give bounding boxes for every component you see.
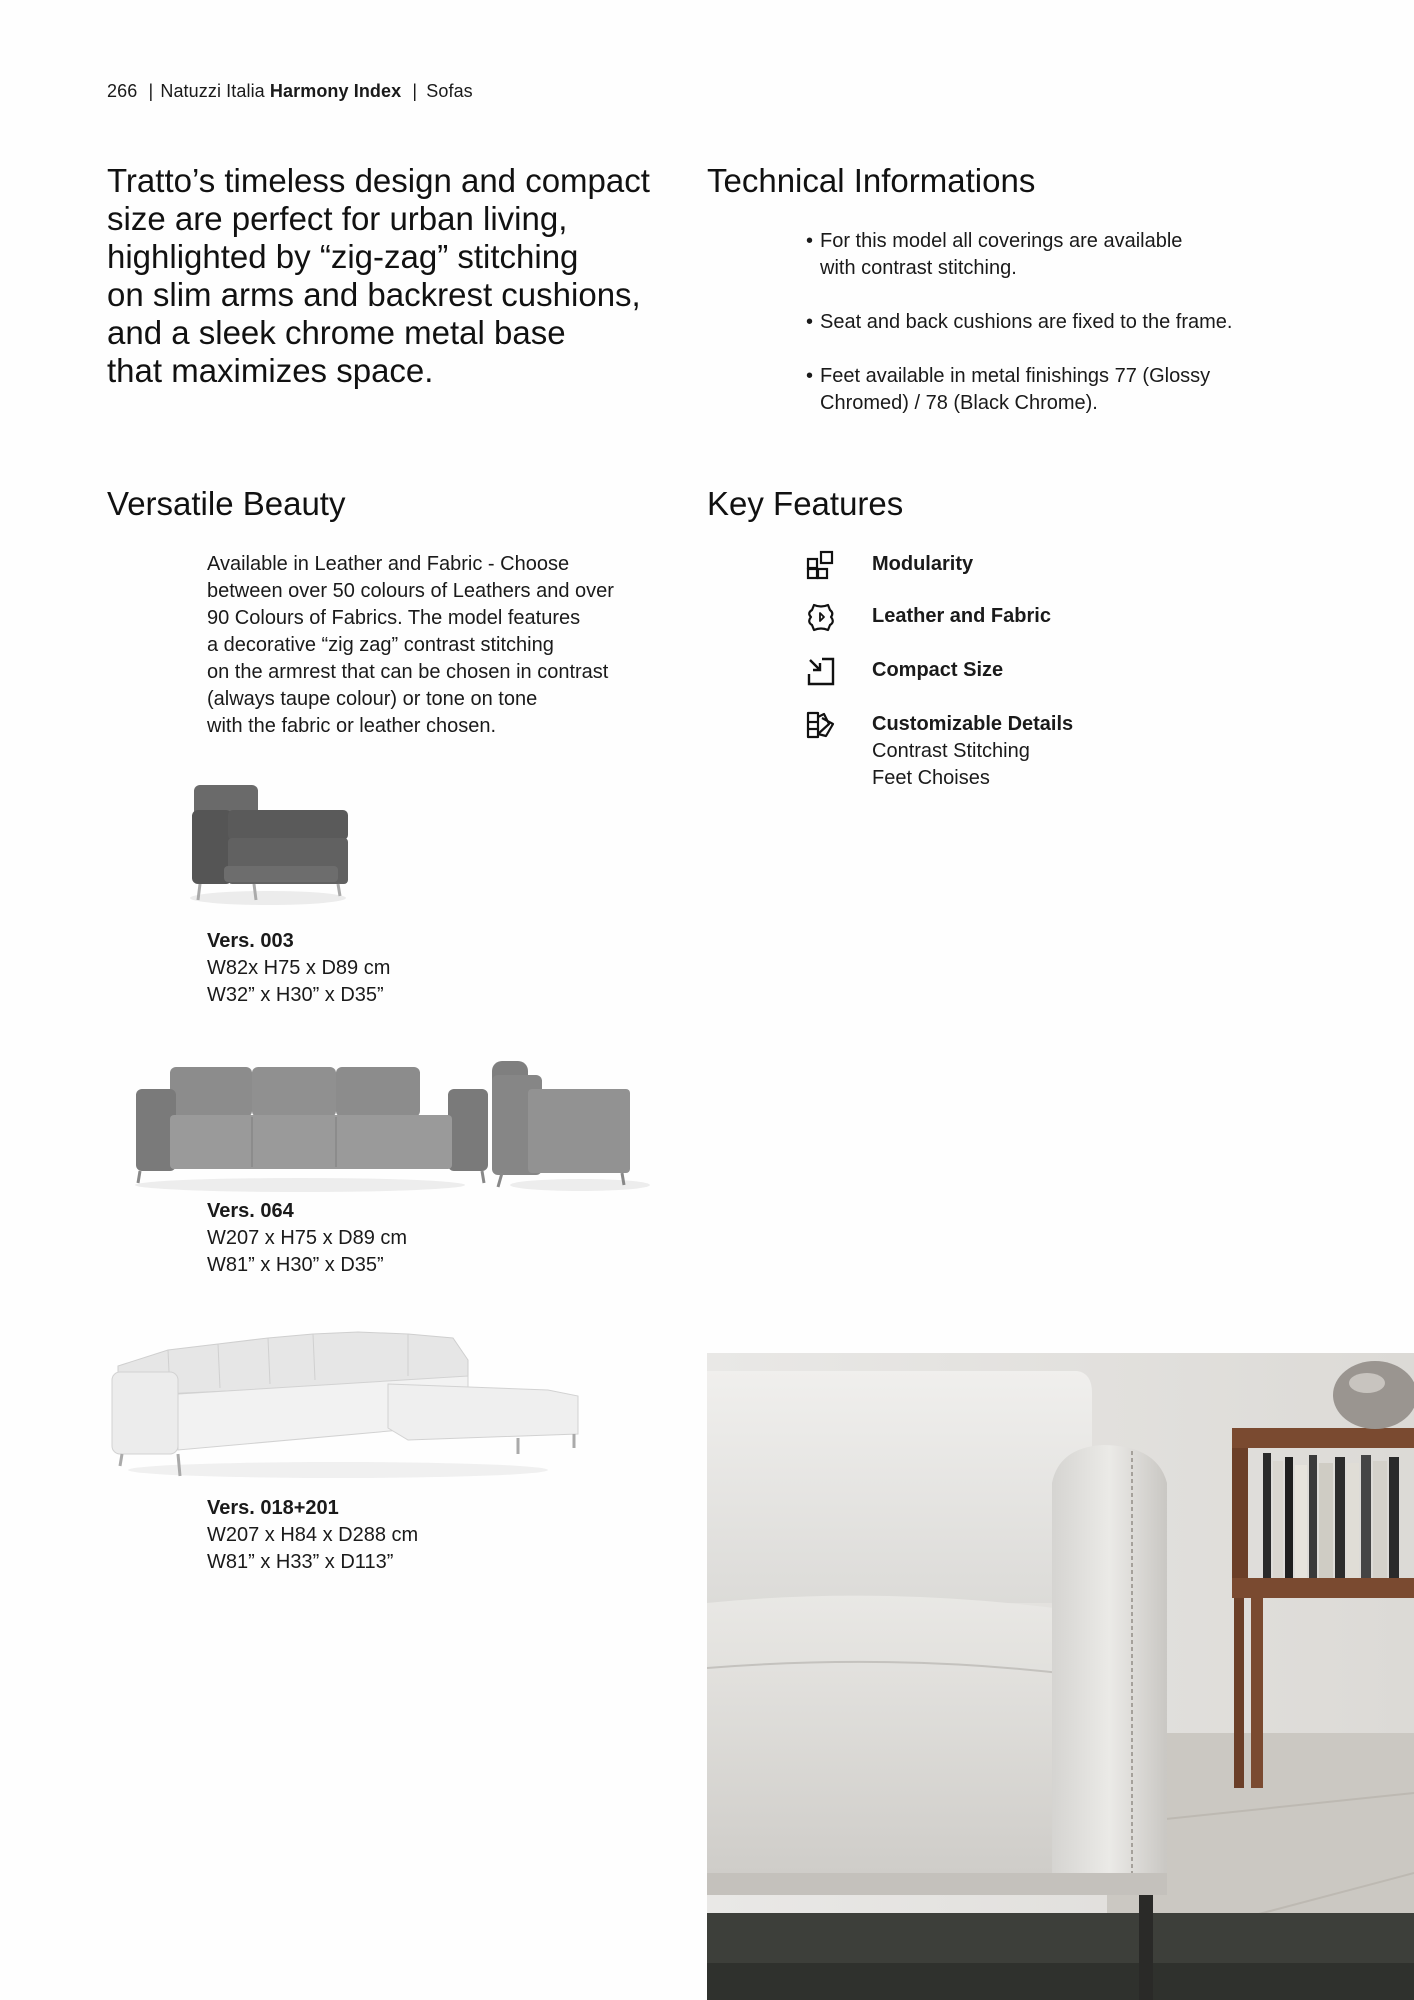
intro-line: that maximizes space. <box>107 352 434 389</box>
version-metric: W207 x H75 x D89 cm <box>207 1227 408 1249</box>
intro-line: highlighted by “zig-zag” stitching <box>107 238 579 275</box>
version-name: Vers. 018+201 <box>207 1497 339 1519</box>
armchair-image <box>178 770 358 910</box>
bullet-line: • For this model all coverings are available <box>820 230 1183 252</box>
technical-bullet <box>806 309 1286 336</box>
intro-line: and a sleek chrome metal base <box>107 314 566 351</box>
version-imperial: W81” x H33” x D113” <box>207 1551 394 1573</box>
technical-list <box>806 228 1286 444</box>
category-name: Sofas <box>426 81 473 101</box>
header-separator: | <box>148 81 154 101</box>
version-imperial: W32” x H30” x D35” <box>207 984 384 1006</box>
page-number: 266 <box>107 81 138 101</box>
bullet-line: with contrast stitching. <box>820 257 1017 279</box>
compact-size-icon <box>806 656 836 686</box>
body-line: (always taupe colour) or tone on tone <box>207 688 538 710</box>
feature-detail: Feet Choises <box>872 767 990 789</box>
body-line: between over 50 colours of Leathers and over <box>207 580 614 602</box>
feature-label: Leather and Fabric <box>872 605 1051 627</box>
body-line: Available in Leather and Fabric - Choose <box>207 553 570 575</box>
versatile-title: Versatile Beauty <box>107 485 346 522</box>
version-name: Vers. 064 <box>207 1200 294 1222</box>
body-line: a decorative “zig zag” contrast stitching <box>207 634 554 656</box>
feature-label: Compact Size <box>872 659 1004 681</box>
swatch-icon <box>806 710 836 740</box>
version-imperial: W81” x H30” x D35” <box>207 1254 384 1276</box>
page-header <box>107 81 473 102</box>
leather-hide-icon <box>806 602 836 632</box>
intro-line: Tratto’s timeless design and compact <box>107 162 650 199</box>
bullet-line: • Feet available in metal finishings 77 (Glossy <box>820 365 1211 387</box>
sofa-image <box>130 1055 660 1200</box>
lifestyle-photo <box>707 1353 1414 2000</box>
intro-paragraph <box>107 162 677 390</box>
version-metric: W82x H75 x D89 cm <box>207 957 391 979</box>
feature-label: Customizable Details <box>872 713 1074 735</box>
intro-line: on slim arms and backrest cushions, <box>107 276 641 313</box>
version-name: Vers. 003 <box>207 930 294 952</box>
versatile-text <box>207 551 667 740</box>
technical-bullet <box>806 363 1286 417</box>
feature-detail: Contrast Stitching <box>872 740 1030 762</box>
collection-name: Harmony Index <box>269 81 402 101</box>
technical-title: Technical Informations <box>707 162 1036 199</box>
body-line: 90 Colours of Fabrics. The model features <box>207 607 581 629</box>
version-spec <box>207 1495 418 1576</box>
brand-name: Natuzzi Italia <box>160 81 265 101</box>
body-line: on the armrest that can be chosen in contrast <box>207 661 609 683</box>
key-features-title: Key Features <box>707 485 904 522</box>
body-line: with the fabric or leather chosen. <box>207 715 497 737</box>
version-metric: W207 x H84 x D288 cm <box>207 1524 419 1546</box>
bullet-line: Chromed) / 78 (Black Chrome). <box>820 392 1098 414</box>
sectional-sofa-image <box>108 1320 588 1485</box>
sofa-closeup-image <box>707 1353 1414 2000</box>
header-separator: | <box>412 81 418 101</box>
bullet-line: • Seat and back cushions are fixed to the frame. <box>820 311 1233 333</box>
modularity-icon <box>806 550 836 580</box>
feature-label: Modularity <box>872 553 974 575</box>
technical-bullet <box>806 228 1286 282</box>
intro-line: size are perfect for urban living, <box>107 200 568 237</box>
version-spec <box>207 928 390 1009</box>
version-spec <box>207 1198 407 1279</box>
